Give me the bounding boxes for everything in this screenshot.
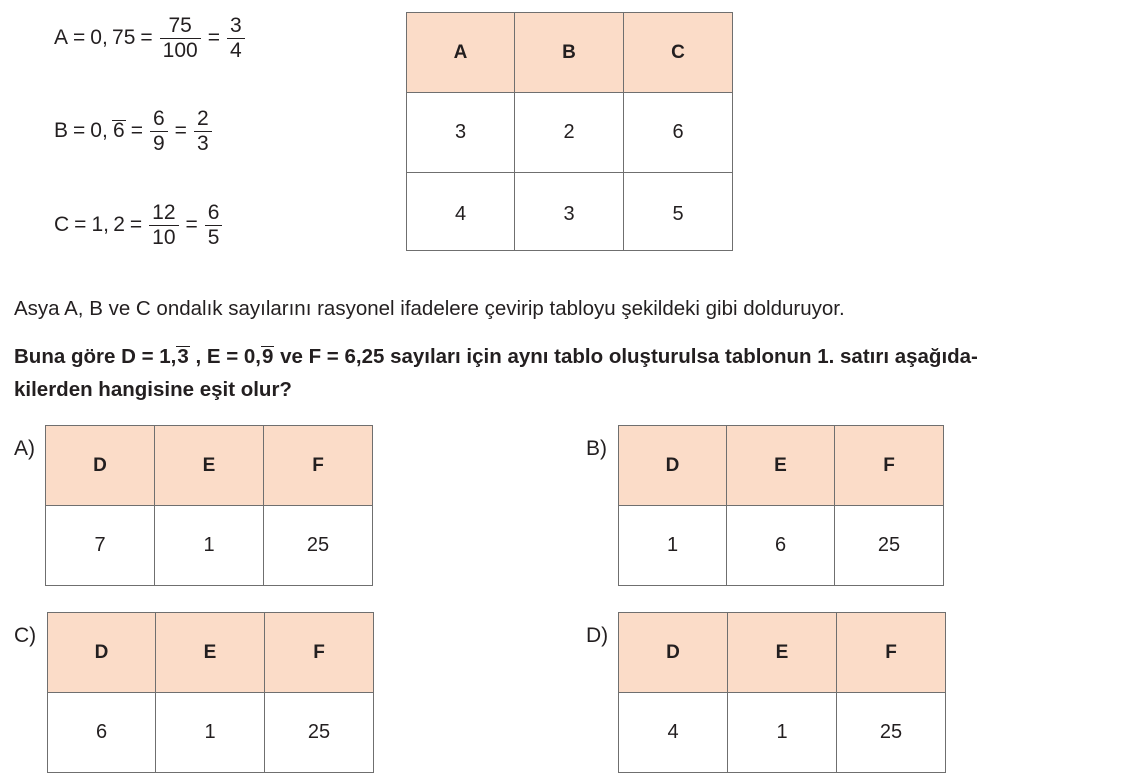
table-cell: 25 — [264, 506, 373, 586]
table-row — [619, 506, 944, 586]
question-prompt-line-2: kilerden hangisine eşit olur? — [14, 378, 292, 401]
fraction-a-1: $\frac{75}{100}$ — [160, 15, 201, 62]
fraction-c-2: $\frac{6}{5}$ — [205, 202, 223, 249]
option-c-label[interactable]: C) — [14, 624, 37, 647]
table-cell: 3 — [407, 93, 515, 173]
table-cell: 25 — [265, 693, 374, 773]
repeating-bar: 3 — [177, 345, 189, 368]
fraction-c-1: $\frac{12}{10}$ — [149, 202, 178, 249]
table-header-row — [619, 426, 944, 506]
table-cell: 2 — [515, 93, 624, 173]
fraction-b-2: $\frac{2}{3}$ — [194, 108, 212, 155]
header-cell: E — [727, 426, 835, 506]
table-cell: 1 — [728, 693, 837, 773]
header-cell: F — [835, 426, 944, 506]
header-cell: E — [156, 613, 265, 693]
table-cell: 4 — [407, 173, 515, 251]
decimal-c: 1, 2 — [91, 213, 125, 236]
repeating-bar: 9 — [261, 345, 274, 368]
table-row — [48, 693, 374, 773]
fraction-b-1: $\frac{6}{9}$ — [150, 108, 168, 155]
main-table — [406, 12, 733, 251]
header-cell: D — [48, 613, 156, 693]
table-cell: 7 — [46, 506, 155, 586]
option-c-table[interactable] — [47, 612, 374, 773]
table-cell: 5 — [624, 173, 733, 251]
table-cell: 1 — [155, 506, 264, 586]
table-cell: 4 — [619, 693, 728, 773]
header-cell: E — [728, 613, 837, 693]
header-cell: D — [46, 426, 155, 506]
table-header-row — [48, 613, 374, 693]
header-cell: C — [624, 13, 733, 93]
table-cell: 3 — [515, 173, 624, 251]
table-cell: 6 — [624, 93, 733, 173]
header-cell: F — [264, 426, 373, 506]
table-row — [407, 173, 733, 251]
fraction-a-2: $\frac{3}{4}$ — [227, 15, 245, 62]
table-cell: 1 — [619, 506, 727, 586]
option-b-label[interactable]: B) — [586, 437, 607, 460]
header-cell: F — [265, 613, 374, 693]
table-cell: 6 — [48, 693, 156, 773]
equation-b: B = 0, 6 = $\frac{6}{9}$ = $\frac{2}{3}$ — [54, 103, 214, 159]
table-row — [619, 693, 946, 773]
table-row — [407, 93, 733, 173]
repeating-bar: 6 — [113, 119, 125, 142]
equation-c: C = 1, 2 = $\frac{12}{10}$ = $\frac{6}{5}$ — [54, 197, 224, 253]
decimal-a: 0, 75 — [90, 26, 136, 49]
decimal-b: 0, 6 — [90, 119, 125, 142]
header-cell: A — [407, 13, 515, 93]
table-cell: 25 — [837, 693, 946, 773]
header-cell: D — [619, 426, 727, 506]
header-cell: B — [515, 13, 624, 93]
question-prompt-line-1: Buna göre D = 1,3 , E = 0,9 ve F = 6,25 sayıları için aynı tablo oluşturulsa tablonun 1. satırı aşağıda- — [14, 345, 978, 368]
equation-a: A = 0, 75 = $\frac{75}{100}$ = $\frac{3}{4}$ — [54, 10, 247, 66]
option-a-table[interactable] — [45, 425, 373, 586]
option-a-label[interactable]: A) — [14, 437, 35, 460]
option-d-table[interactable] — [618, 612, 946, 773]
table-row — [46, 506, 373, 586]
option-d-label[interactable]: D) — [586, 624, 609, 647]
header-cell: F — [837, 613, 946, 693]
option-b-table[interactable] — [618, 425, 944, 586]
table-cell: 1 — [156, 693, 265, 773]
table-header-row — [46, 426, 373, 506]
question-statement: Asya A, B ve C ondalık sayılarını rasyonel ifadelere çevirip tabloyu şekildeki gibi dolduruyor. — [14, 297, 845, 320]
header-cell: D — [619, 613, 728, 693]
table-header-row — [407, 13, 733, 93]
header-cell: E — [155, 426, 264, 506]
table-cell: 25 — [835, 506, 944, 586]
table-cell: 6 — [727, 506, 835, 586]
table-header-row — [619, 613, 946, 693]
